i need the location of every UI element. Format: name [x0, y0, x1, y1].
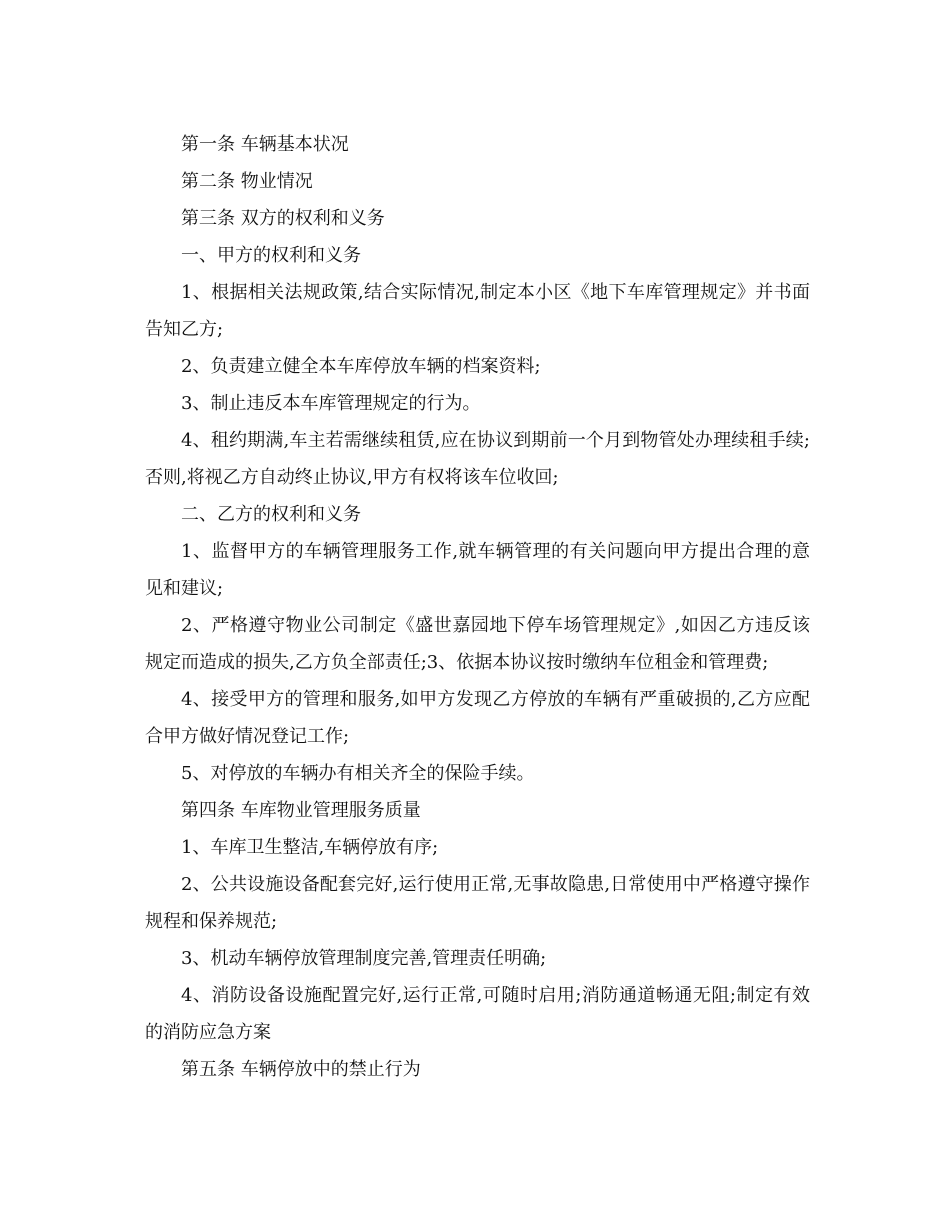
party-a-clause-4: 4、租约期满,车主若需继续租赁,应在协议到期前一个月到物管处办理续租手续;否则,将视乙方自动终止协议,甲方有权将该车位收回; — [145, 430, 810, 488]
quality-clause-2: 2、公共设施设备配套完好,运行使用正常,无事故隐患,日常使用中严格遵守操作规程和保养规范; — [145, 874, 810, 932]
party-a-clause-2: 2、负责建立健全本车库停放车辆的档案资料; — [181, 356, 541, 377]
article-4-heading: 第四条 车库物业管理服务质量 — [181, 800, 421, 821]
party-b-section-heading: 二、乙方的权利和义务 — [181, 504, 361, 525]
article-2-heading: 第二条 物业情况 — [181, 171, 313, 192]
party-a-section-heading: 一、甲方的权利和义务 — [181, 245, 361, 266]
party-b-clause-5: 5、对停放的车辆办有相关齐全的保险手续。 — [181, 763, 535, 784]
article-5-heading: 第五条 车辆停放中的禁止行为 — [181, 1059, 421, 1080]
quality-clause-3: 3、机动车辆停放管理制度完善,管理责任明确; — [181, 948, 547, 969]
document-body — [145, 126, 810, 1088]
party-b-clause-2-3: 2、严格遵守物业公司制定《盛世嘉园地下停车场管理规定》,如因乙方违反该规定而造成的损失,乙方负全部责任;3、依据本协议按时缴纳车位租金和管理费; — [145, 615, 810, 673]
article-1-heading: 第一条 车辆基本状况 — [181, 134, 349, 155]
article-3-heading: 第三条 双方的权利和义务 — [181, 208, 385, 229]
quality-clause-1: 1、车库卫生整洁,车辆停放有序; — [181, 837, 439, 858]
party-b-clause-1: 1、监督甲方的车辆管理服务工作,就车辆管理的有关问题向甲方提出合理的意见和建议; — [145, 541, 810, 599]
quality-clause-4: 4、消防设备设施配置完好,运行正常,可随时启用;消防通道畅通无阻;制定有效的消防应急方案 — [145, 985, 810, 1043]
party-a-clause-3: 3、制止违反本车库管理规定的行为。 — [181, 393, 481, 414]
party-a-clause-1: 1、根据相关法规政策,结合实际情况,制定本小区《地下车库管理规定》并书面告知乙方; — [145, 282, 810, 340]
party-b-clause-4: 4、接受甲方的管理和服务,如甲方发现乙方停放的车辆有严重破损的,乙方应配合甲方做好情况登记工作; — [145, 689, 810, 747]
